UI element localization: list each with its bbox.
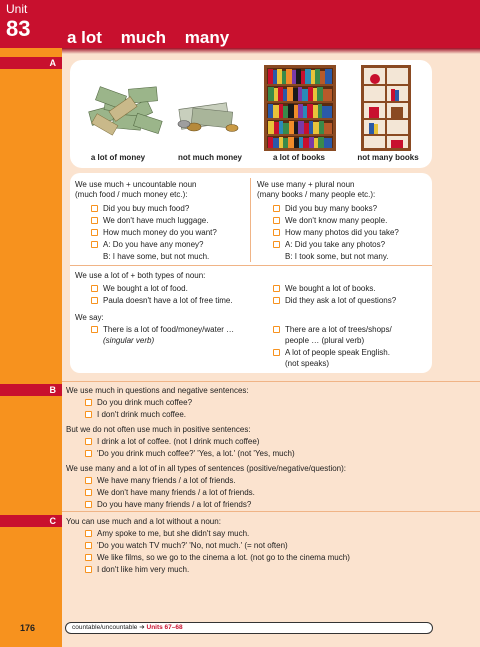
c-example-4 <box>85 565 189 575</box>
unit-number: 83 <box>6 16 31 41</box>
say-text: There is a lot of food/money/water … <box>103 325 235 334</box>
page-number: 176 <box>20 623 36 633</box>
few-coins-icon <box>172 100 247 135</box>
b-example-text: Do you have many friends / a lot of friends? <box>97 500 252 509</box>
section-b-separator <box>62 381 480 382</box>
section-c-marker: C <box>0 515 62 527</box>
bullet-icon <box>91 205 98 212</box>
alotof-left-1 <box>91 284 188 294</box>
bullet-icon <box>91 285 98 292</box>
much-example-2 <box>91 216 208 226</box>
section-b-intro: We use much in questions and negative sentences: <box>66 386 249 395</box>
bullet-icon <box>85 501 92 508</box>
arrow-right-icon: ➔ <box>139 624 147 631</box>
bullet-icon <box>85 489 92 496</box>
c-example-text: 'Do you watch TV much?' 'No, not much.' (= not often) <box>97 541 288 550</box>
bullet-icon <box>85 399 92 406</box>
many-example-text: How many photos did you take? <box>285 228 399 237</box>
b-example-text: 'Do you drink much coffee?' 'Yes, a lot.' (not 'Yes, much) <box>97 449 295 458</box>
bullet-icon <box>85 438 92 445</box>
c-example-1 <box>85 529 249 539</box>
b-example-3 <box>85 437 259 447</box>
picture-label-4: not many books <box>357 153 419 162</box>
b-example-5 <box>85 476 236 486</box>
rules-horizontal-divider <box>70 265 432 266</box>
c-example-text: Amy spoke to me, but she didn't say much. <box>97 529 250 538</box>
title-word-many: many <box>184 28 230 47</box>
much-rule-examples: (much food / much money etc.): <box>75 190 188 199</box>
unit-sidebar <box>0 0 62 647</box>
picture-label-2: not much money <box>177 153 242 162</box>
alotof-rule-intro: We use a lot of + both types of noun: <box>75 271 206 280</box>
bullet-icon <box>85 566 92 573</box>
many-example-3 <box>273 228 399 238</box>
alotof-example-text: Paula doesn't have a lot of free time. <box>103 296 233 305</box>
crossref-link[interactable]: Units 67–68 <box>146 624 183 631</box>
much-example-text: A: Do you have any money? <box>103 240 204 249</box>
alotof-left-2 <box>91 296 233 306</box>
bullet-icon <box>273 241 280 248</box>
say-right-4: (not speaks) <box>285 359 330 368</box>
say-text: There are a lot of trees/shops/ <box>285 325 392 334</box>
crossref-box <box>65 622 433 634</box>
much-example-text: How much money do you want? <box>103 228 217 237</box>
bullet-icon <box>85 554 92 561</box>
c-example-3 <box>85 553 350 563</box>
bullet-icon <box>85 530 92 537</box>
section-b-intro-3: We use many and a lot of in all types of sentences (positive/negative/question): <box>66 464 347 473</box>
picture-label-1: a lot of money <box>90 153 146 162</box>
b-example-6 <box>85 488 255 498</box>
many-example-text: A: Did you take any photos? <box>285 240 386 249</box>
bullet-icon <box>273 285 280 292</box>
bullet-icon <box>91 217 98 224</box>
say-left-2: (singular verb) <box>103 336 155 345</box>
bullet-icon <box>273 229 280 236</box>
b-example-text: We have many friends / a lot of friends. <box>97 476 236 485</box>
c-example-2 <box>85 541 288 551</box>
say-text: A lot of people speak English. <box>285 348 390 357</box>
b-example-text: I drink a lot of coffee. (not I drink much coffee) <box>97 437 260 446</box>
much-example-1 <box>91 204 189 214</box>
title-word-a-lot: a lot <box>67 28 102 47</box>
bullet-icon <box>273 217 280 224</box>
section-c-intro: You can use much and a lot without a noun: <box>66 517 221 526</box>
bullet-icon <box>85 450 92 457</box>
b-example-text: Do you drink much coffee? <box>97 398 193 407</box>
b-example-7 <box>85 500 251 510</box>
say-left-1 <box>91 325 234 335</box>
sparse-bookcase-icon <box>361 65 411 151</box>
bullet-icon <box>273 205 280 212</box>
many-example-text: We don't know many people. <box>285 216 388 225</box>
alotof-example-text: We bought a lot of books. <box>285 284 376 293</box>
many-example-1 <box>273 204 377 214</box>
many-example-text: Did you buy many books? <box>285 204 378 213</box>
b-example-4 <box>85 449 295 459</box>
b-example-1 <box>85 398 192 408</box>
unit-label: Unit <box>6 2 28 16</box>
alotof-example-text: We bought a lot of food. <box>103 284 188 293</box>
much-example-text: Did you buy much food? <box>103 204 190 213</box>
bullet-icon <box>85 411 92 418</box>
many-example-5: B: I took some, but not many. <box>285 252 389 261</box>
rules-vertical-divider <box>250 178 251 262</box>
page-title <box>67 28 243 48</box>
picture-label-3: a lot of books <box>273 153 325 162</box>
b-example-text: We don't have many friends / a lot of friends. <box>97 488 255 497</box>
crossref-text: countable/uncountable <box>72 624 138 631</box>
bullet-icon <box>273 297 280 304</box>
much-example-3 <box>91 228 217 238</box>
full-bookcase-icon <box>264 65 336 151</box>
b-example-text: I don't drink much coffee. <box>97 410 186 419</box>
much-rule-intro: We use much + uncountable noun <box>75 180 197 189</box>
bullet-icon <box>91 229 98 236</box>
much-example-text: We don't have much luggage. <box>103 216 209 225</box>
c-example-text: We like films, so we go to the cinema a lot. (not go to the cinema much) <box>97 553 350 562</box>
bullet-icon <box>91 241 98 248</box>
alotof-right-1 <box>273 284 376 294</box>
title-word-much: much <box>120 28 167 47</box>
section-b-marker: B <box>0 384 62 396</box>
many-rule-intro: We use many + plural noun <box>257 180 355 189</box>
alotof-example-text: Did they ask a lot of questions? <box>285 296 397 305</box>
say-right-2: people … (plural verb) <box>285 336 365 345</box>
bullet-icon <box>85 477 92 484</box>
bullet-icon <box>273 326 280 333</box>
c-example-text: I don't like him very much. <box>97 565 190 574</box>
bullet-icon <box>91 326 98 333</box>
unit-badge <box>0 0 62 48</box>
say-right-1 <box>273 325 392 335</box>
bullet-icon <box>85 542 92 549</box>
much-example-4 <box>91 240 204 250</box>
b-example-2 <box>85 410 186 420</box>
section-c-separator <box>62 511 480 512</box>
bullet-icon <box>273 349 280 356</box>
many-rule-examples: (many books / many people etc.): <box>257 190 376 199</box>
section-a-marker: A <box>0 57 62 69</box>
alotof-right-2 <box>273 296 396 306</box>
much-example-5: B: I have some, but not much. <box>103 252 210 261</box>
we-say-label: We say: <box>75 313 104 322</box>
many-example-4 <box>273 240 385 250</box>
bullet-icon <box>91 297 98 304</box>
section-b-intro-2: But we do not often use much in positive sentences: <box>66 425 251 434</box>
money-pile-icon <box>85 83 165 138</box>
many-example-2 <box>273 216 387 226</box>
say-right-3 <box>273 348 390 358</box>
